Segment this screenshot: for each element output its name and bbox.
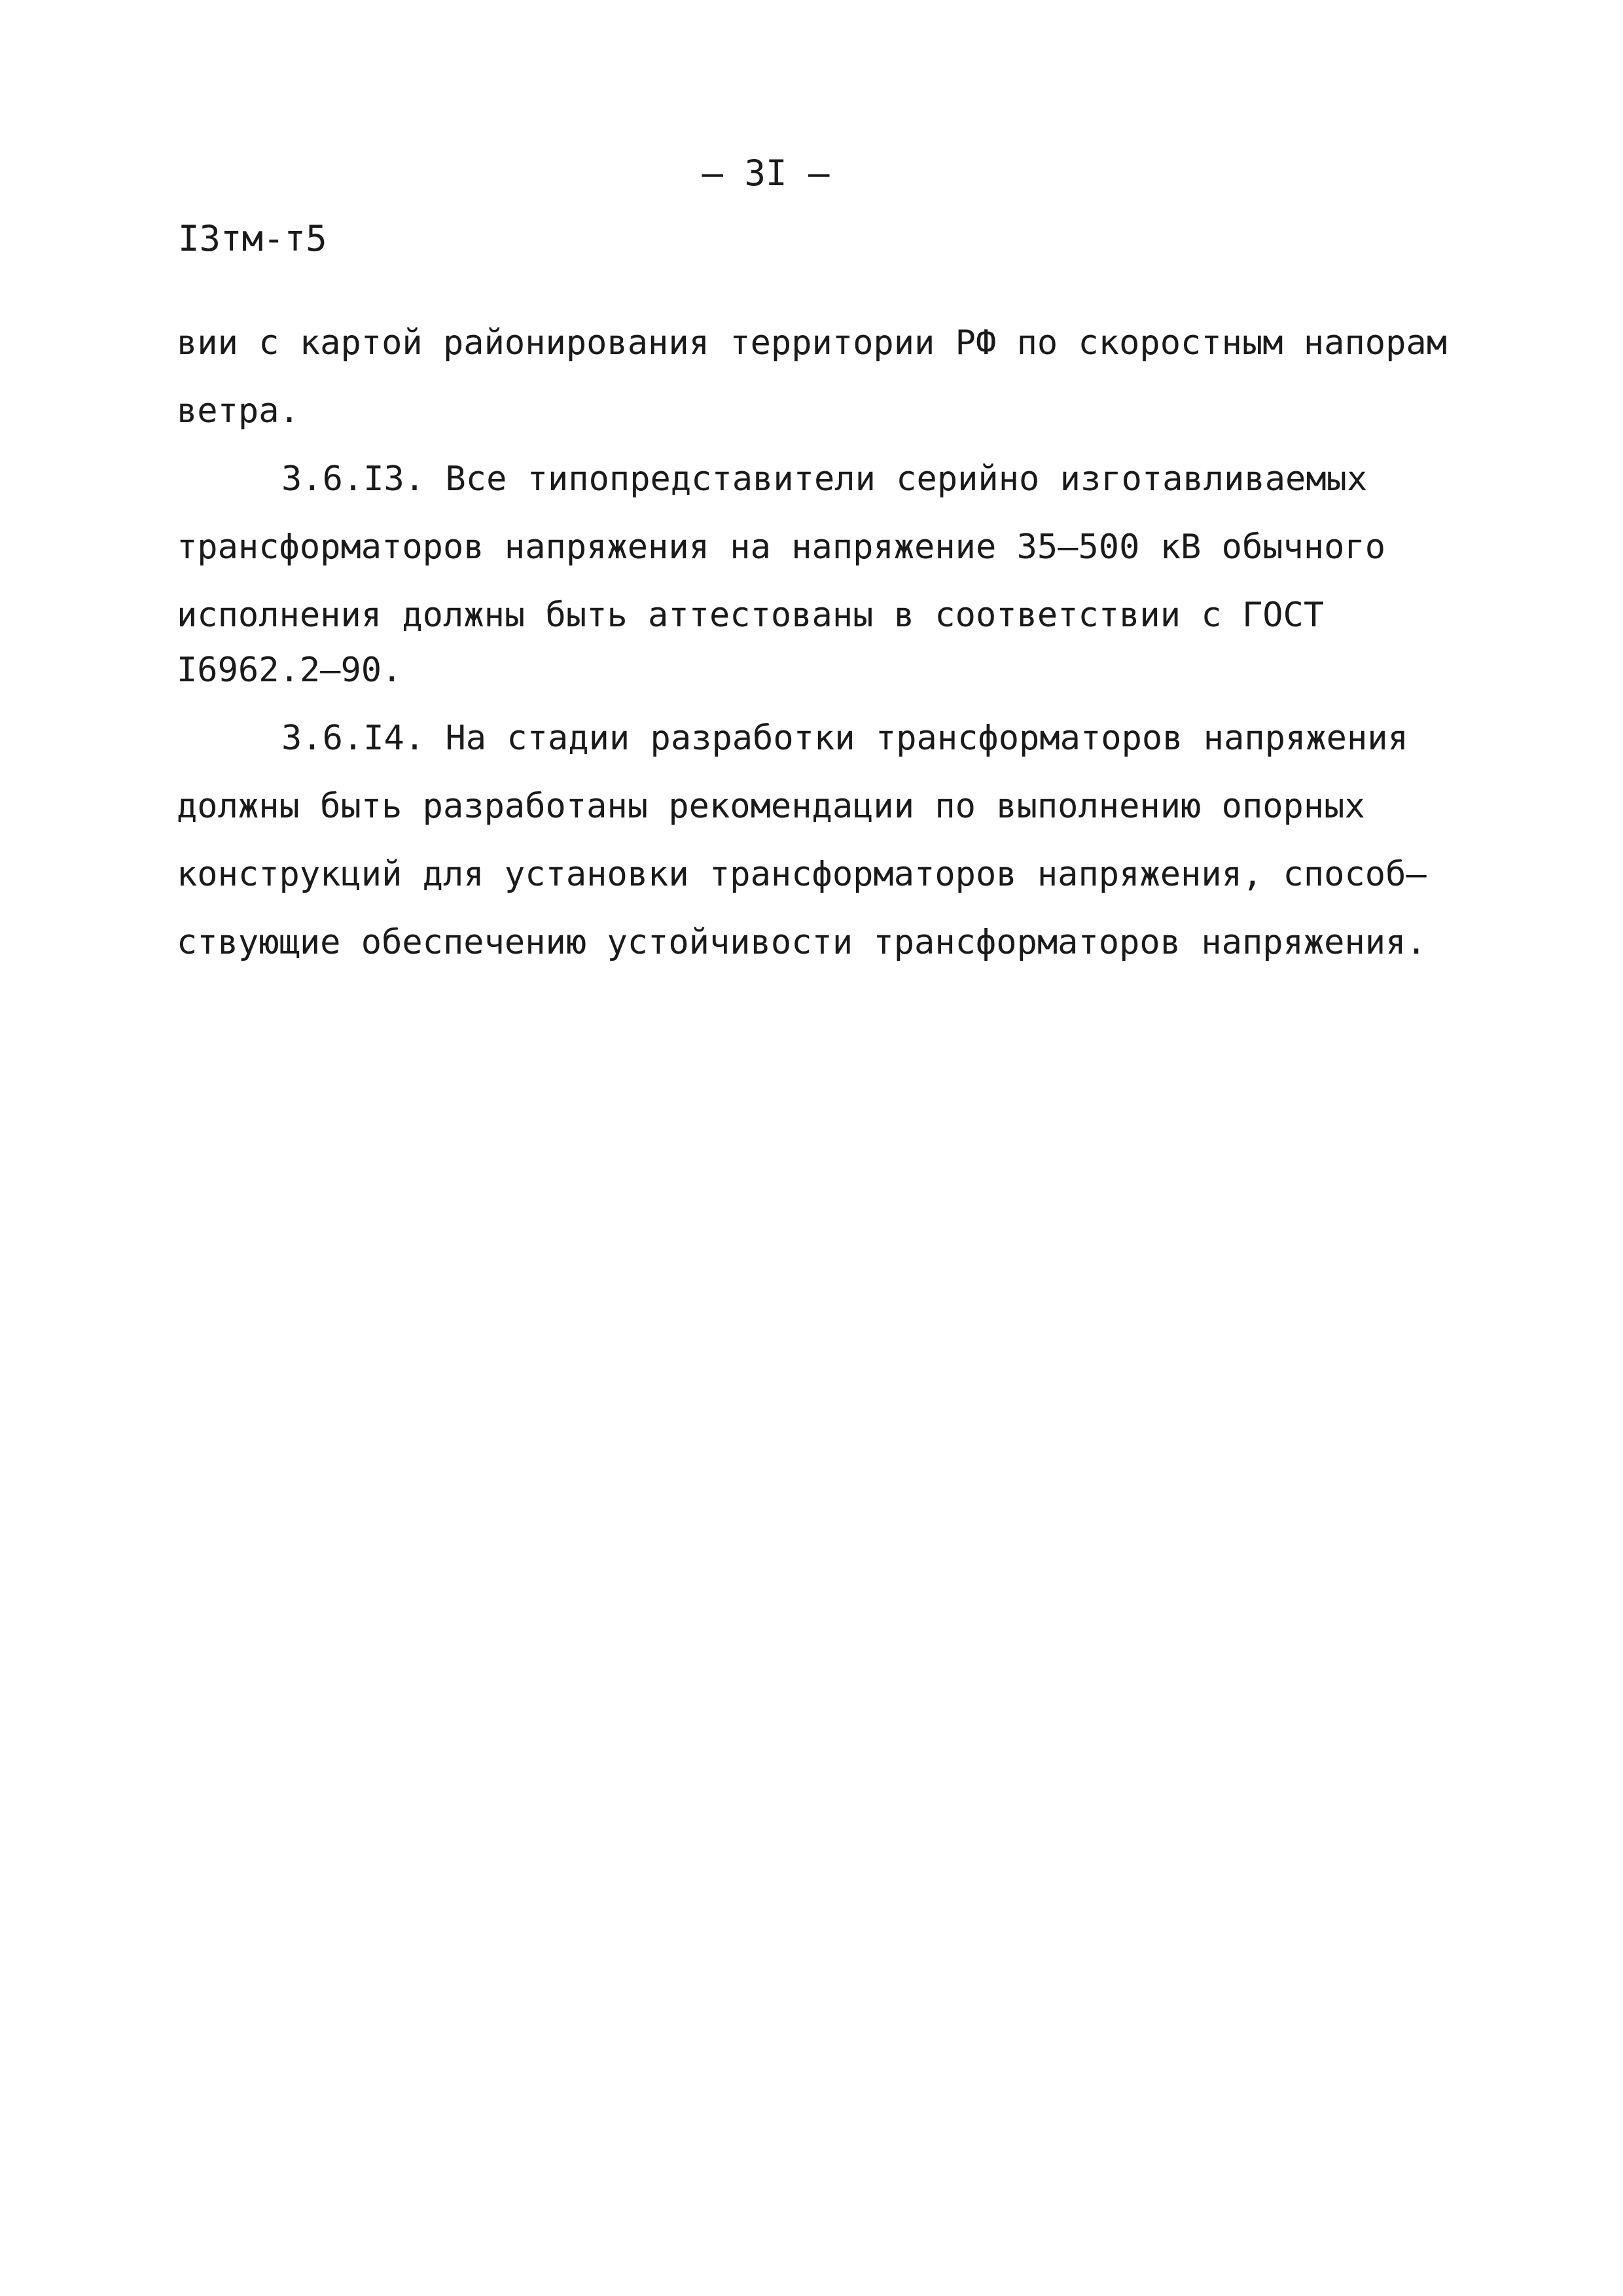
text-line: исполнения должны быть аттестованы в соответствии с ГОСТ bbox=[177, 596, 1325, 635]
text-line: ствующие обеспечению устойчивости трансформаторов напряжения. bbox=[177, 923, 1427, 962]
document-code: I3тм-т5 bbox=[178, 218, 327, 259]
text-line: I6962.2–90. bbox=[177, 651, 402, 690]
text-line: должны быть разработаны рекомендации по выполнению опорных bbox=[177, 787, 1365, 826]
paragraph-3-6-14-start: 3.6.I4. На стадии разработки трансформаторов напряжения bbox=[281, 719, 1408, 758]
text-line: конструкций для установки трансформаторов напряжения, способ– bbox=[177, 855, 1427, 894]
text-line: ветра. bbox=[177, 391, 300, 431]
paragraph-3-6-13-start: 3.6.I3. Все типопредставители серийно изготавливаемых bbox=[281, 459, 1368, 499]
text-line: трансформаторов напряжения на напряжение 35–500 кВ обычного bbox=[177, 528, 1386, 567]
body-text bbox=[177, 309, 1459, 977]
page-number: – 3I – bbox=[702, 152, 830, 194]
text-line: вии с картой районирования территории РФ по скоростным напорам bbox=[177, 323, 1448, 363]
